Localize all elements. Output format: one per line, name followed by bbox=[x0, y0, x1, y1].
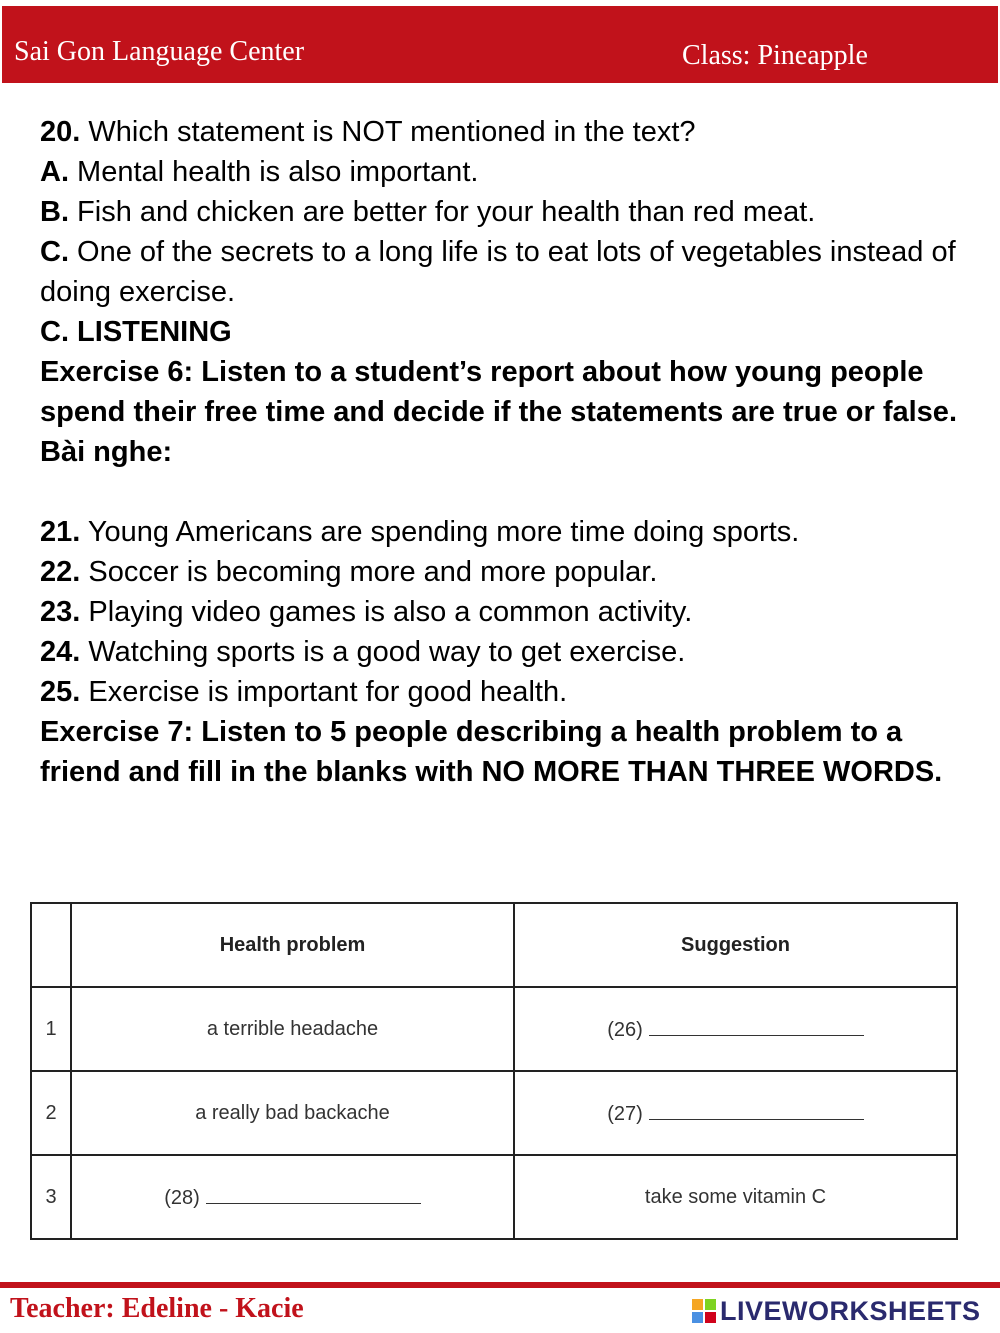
statement-number: 24. bbox=[40, 636, 81, 668]
class-label: Class: Pineapple bbox=[682, 40, 868, 71]
table-row bbox=[31, 1071, 957, 1155]
brand-wordmark: LIVEWORKSHEETS bbox=[720, 1295, 981, 1326]
blank-ref: (26) bbox=[607, 1018, 643, 1041]
question-20 bbox=[40, 112, 960, 152]
question-number: 20. bbox=[40, 116, 81, 148]
column-header-suggestion: Suggestion bbox=[514, 903, 957, 987]
worksheet-content bbox=[40, 112, 960, 792]
row-number: 2 bbox=[31, 1071, 71, 1155]
question-text: Which statement is NOT mentioned in the text? bbox=[80, 116, 696, 148]
problem-cell: a terrible headache bbox=[71, 987, 514, 1071]
column-header-number bbox=[31, 903, 71, 987]
health-problem-table bbox=[30, 902, 958, 1240]
exercise-7-title: Exercise 7: Listen to 5 people describing a health problem to a friend and fill in the blanks with NO MORE THAN THREE WORDS. bbox=[40, 716, 943, 788]
statement-text: Watching sports is a good way to get exercise. bbox=[80, 636, 686, 668]
statement-21 bbox=[40, 512, 960, 552]
footer-divider bbox=[0, 1282, 1000, 1288]
suggestion-cell: take some vitamin C bbox=[514, 1155, 957, 1239]
table-row bbox=[31, 987, 957, 1071]
page-header bbox=[2, 6, 998, 83]
statement-23 bbox=[40, 592, 960, 632]
statement-text: Playing video games is also a common activity. bbox=[80, 596, 693, 628]
option-text: Mental health is also important. bbox=[69, 156, 479, 188]
exercise-6-title: Exercise 6: Listen to a student’s report about how young people spend their free time and decide if the statements are true or false. bbox=[40, 356, 957, 428]
statement-text: Soccer is becoming more and more popular. bbox=[80, 556, 658, 588]
blank-ref: (27) bbox=[607, 1102, 643, 1125]
statement-24 bbox=[40, 632, 960, 672]
blank-ref: (28) bbox=[164, 1186, 200, 1209]
row-number: 1 bbox=[31, 987, 71, 1071]
option-letter: C. bbox=[40, 236, 69, 268]
option-text: Fish and chicken are better for your health than red meat. bbox=[69, 196, 816, 228]
answer-blank-26[interactable] bbox=[649, 1017, 864, 1036]
audio-player-area bbox=[40, 472, 960, 512]
statement-text: Exercise is important for good health. bbox=[80, 676, 568, 708]
option-c bbox=[40, 232, 960, 312]
liveworksheets-logo bbox=[692, 1294, 981, 1328]
statement-number: 25. bbox=[40, 676, 81, 708]
statement-number: 23. bbox=[40, 596, 81, 628]
audio-label: Bài nghe: bbox=[40, 436, 173, 468]
option-letter: A. bbox=[40, 156, 69, 188]
option-a bbox=[40, 152, 960, 192]
answer-blank-27[interactable] bbox=[649, 1101, 864, 1120]
option-text: One of the secrets to a long life is to eat lots of vegetables instead of doing exercise. bbox=[40, 236, 956, 308]
problem-cell bbox=[71, 1155, 514, 1239]
option-b bbox=[40, 192, 960, 232]
table-row bbox=[31, 1155, 957, 1239]
option-letter: B. bbox=[40, 196, 69, 228]
logo-blocks-icon bbox=[692, 1299, 716, 1323]
column-header-problem: Health problem bbox=[71, 903, 514, 987]
table-header-row bbox=[31, 903, 957, 987]
problem-cell: a really bad backache bbox=[71, 1071, 514, 1155]
statement-25 bbox=[40, 672, 960, 712]
statement-number: 21. bbox=[40, 516, 81, 548]
section-heading: C. LISTENING bbox=[40, 316, 232, 348]
suggestion-cell bbox=[514, 987, 957, 1071]
statement-number: 22. bbox=[40, 556, 81, 588]
answer-blank-28[interactable] bbox=[206, 1185, 421, 1204]
suggestion-cell bbox=[514, 1071, 957, 1155]
school-name: Sai Gon Language Center bbox=[14, 36, 305, 67]
row-number: 3 bbox=[31, 1155, 71, 1239]
teacher-name: Teacher: Edeline - Kacie bbox=[10, 1293, 304, 1324]
statement-text: Young Americans are spending more time doing sports. bbox=[80, 516, 800, 548]
statement-22 bbox=[40, 552, 960, 592]
